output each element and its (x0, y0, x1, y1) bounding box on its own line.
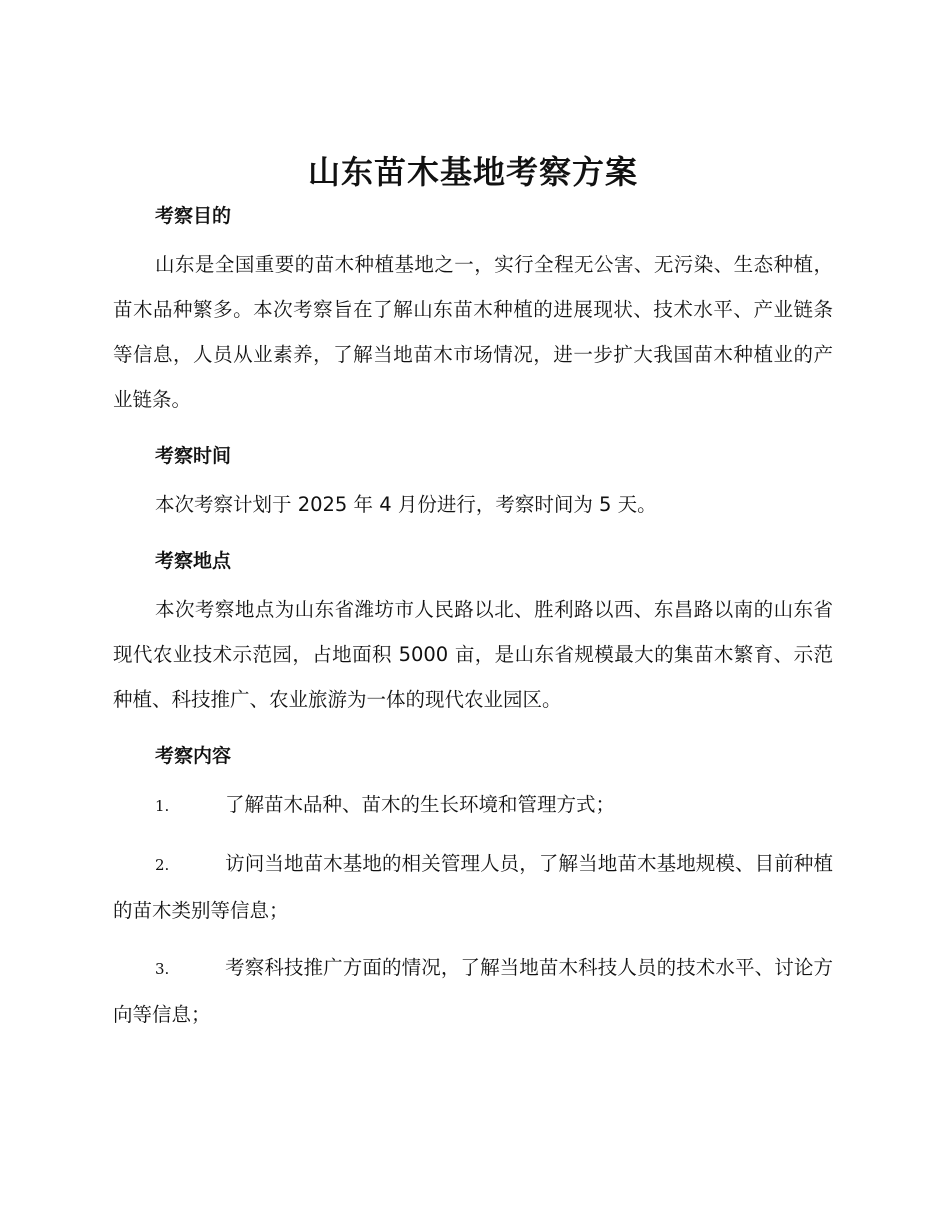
document-page (113, 148, 833, 1037)
list-number: 2. (155, 856, 170, 874)
section-heading: 考察目的 (155, 205, 232, 227)
list-text: 了解苗木品种、苗木的生长环境和管理方式； (225, 793, 616, 816)
section-heading: 考察地点 (155, 550, 232, 572)
section-purpose (113, 202, 833, 422)
section-heading: 考察时间 (155, 445, 232, 467)
list-item (113, 841, 833, 933)
list-item (113, 945, 833, 1037)
section-paragraph: 本次考察计划于 2025 年 4 月份进行，考察时间为 5 天。 (155, 493, 657, 516)
list-number: 1. (155, 797, 170, 815)
list-text: 考察科技推广方面的情况，了解当地苗木科技人员的技术水平、讨论方向等信息； (113, 956, 833, 1026)
list-text: 访问当地苗木基地的相关管理人员，了解当地苗木基地规模、目前种植的苗木类别等信息； (113, 852, 833, 922)
section-paragraph: 山东是全国重要的苗木种植基地之一，实行全程无公害、无污染、生态种植，苗木品种繁多。本次考察旨在了解山东苗木种植的进展现状、技术水平、产业链条等信息，人员从业素养，了解当地苗木市场情况，进一步扩大我国苗木种植业的产业链条。 (113, 253, 833, 411)
section-time (113, 442, 833, 527)
section-content (113, 742, 833, 1037)
list-number: 3. (155, 960, 170, 978)
section-heading: 考察内容 (155, 745, 232, 767)
document-title: 山东苗木基地考察方案 (307, 153, 638, 191)
section-paragraph: 本次考察地点为山东省潍坊市人民路以北、胜利路以西、东昌路以南的山东省现代农业技术示范园，占地面积 5000 亩，是山东省规模最大的集苗木繁育、示范种植、科技推广、农业旅游为一体的现代农业园区。 (113, 598, 833, 711)
list-item (113, 782, 833, 829)
section-location (113, 547, 833, 722)
